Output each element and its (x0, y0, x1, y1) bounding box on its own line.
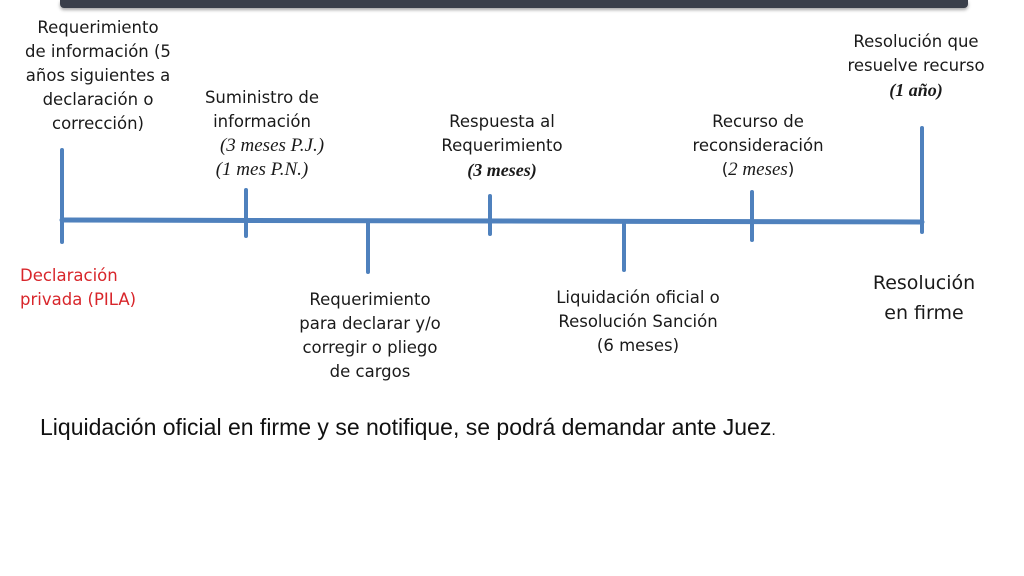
line: Respuesta al (449, 112, 555, 131)
line: años siguientes a (25, 66, 171, 85)
line: Declaración (20, 266, 118, 285)
footer-period: . (771, 422, 776, 439)
label-declaracion (20, 264, 180, 312)
line: Resolución (872, 272, 976, 294)
line-bold: (1 año) (889, 80, 943, 100)
line-mixed (668, 158, 848, 182)
line-italic: (3 meses P.J.) (219, 135, 325, 156)
line: corregir o pliego (302, 338, 438, 357)
label-requerimiento-informacion (8, 16, 188, 136)
footer-note (40, 414, 776, 441)
line: Resolución que (853, 32, 979, 51)
label-suministro (178, 86, 346, 182)
line-italic: (1 mes P.N.) (215, 159, 309, 180)
line: corrección) (52, 114, 144, 133)
line: resuelve recurso (847, 56, 985, 75)
label-recurso (668, 110, 848, 182)
label-resolucion-recurso (826, 30, 1006, 102)
line: Requerimiento (309, 290, 431, 309)
footer-text: Liquidación oficial en firme y se notifique, se podrá demandar ante Juez (40, 414, 772, 440)
label-respuesta (410, 110, 594, 182)
label-requerimiento-declarar (278, 288, 462, 384)
line: reconsideración (692, 136, 824, 155)
line: de información (5 (25, 42, 171, 61)
line: Resolución Sanción (558, 312, 718, 331)
line: Requerimiento (441, 136, 563, 155)
line: Suministro de (204, 88, 320, 107)
paren: ) (787, 160, 795, 179)
line: información (213, 112, 311, 131)
paren: ( (721, 160, 729, 179)
label-resolucion-firme (850, 268, 998, 328)
line: en firme (884, 302, 964, 324)
line: privada (PILA) (20, 290, 137, 309)
line: Requerimiento (37, 18, 159, 37)
italic-text: 2 meses (728, 159, 788, 180)
line: de cargos (329, 362, 411, 381)
line: Recurso de (712, 112, 804, 131)
line: para declarar y/o (299, 314, 441, 333)
line: declaración o (42, 90, 154, 109)
line: (6 meses) (596, 336, 680, 355)
line-bold: (3 meses) (467, 160, 537, 180)
label-liquidacion (530, 286, 746, 358)
line: Liquidación oficial o (556, 288, 720, 307)
